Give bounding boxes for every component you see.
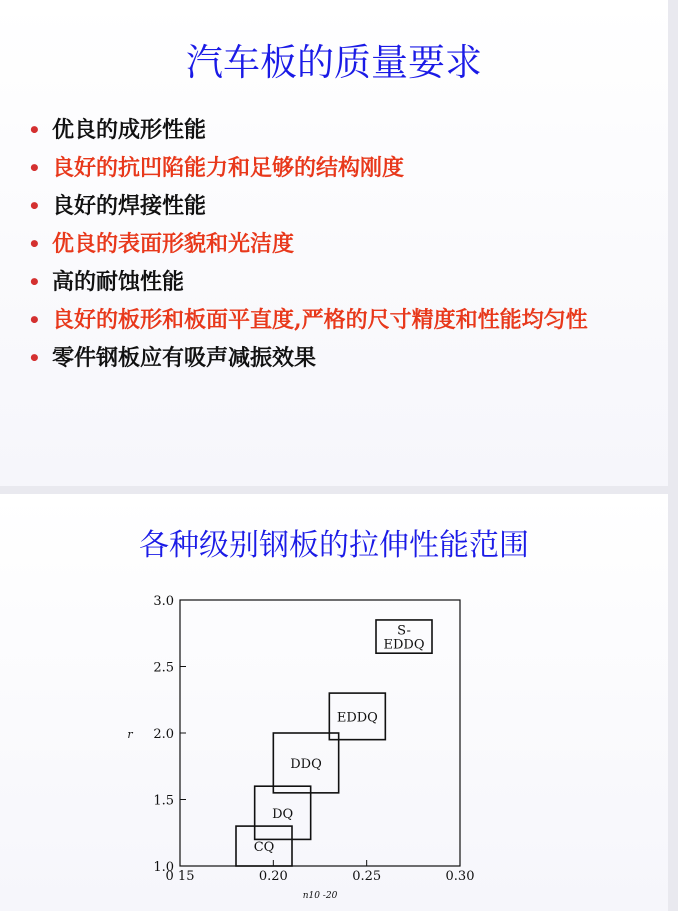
bullet-item xyxy=(28,305,638,335)
y-tick-label: 2.5 xyxy=(153,660,174,676)
bullet-text: 良好的焊接性能 xyxy=(52,193,207,219)
bullet-text: 优良的表面形貌和光洁度 xyxy=(52,231,295,257)
bullet-item xyxy=(28,229,638,259)
slide-tensile-range xyxy=(0,494,668,911)
bullet-text: 高的耐蚀性能 xyxy=(52,269,185,295)
bullet-text: 良好的抗凹陷能力和足够的结构刚度 xyxy=(52,155,405,181)
bullet-text: 零件钢板应有吸声减振效果 xyxy=(52,345,317,371)
bullet-dot-icon: • xyxy=(28,156,41,180)
x-tick-label: 0 15 xyxy=(165,869,195,884)
bullet-item xyxy=(28,153,638,183)
bullet-list xyxy=(28,115,638,381)
x-tick-label: 0.25 xyxy=(352,869,382,884)
bullet-item xyxy=(28,191,638,221)
y-tick-label: 1.0 xyxy=(153,860,174,875)
y-tick-label: 2.0 xyxy=(153,727,174,742)
slide-title: 各种级别钢板的拉伸性能范围 xyxy=(139,528,529,563)
region-label: DDQ xyxy=(290,756,322,772)
bullet-item xyxy=(28,267,638,297)
slide-title: 汽车板的质量要求 xyxy=(186,41,482,84)
y-tick-label: 1.5 xyxy=(153,793,174,809)
bullet-item xyxy=(28,343,638,373)
x-tick-label: 0.20 xyxy=(258,869,288,884)
y-tick-label: 3.0 xyxy=(153,594,174,609)
region-label: CQ xyxy=(253,840,275,856)
region-label: DQ xyxy=(272,806,294,822)
bullet-dot-icon: • xyxy=(28,194,41,218)
x-axis-label: n10 -20 xyxy=(302,891,338,901)
bullet-dot-icon: • xyxy=(28,270,41,294)
y-axis-label: r xyxy=(127,728,133,741)
bullet-text: 良好的板形和板面平直度,严格的尺寸精度和性能均匀性 xyxy=(52,307,588,333)
bullet-dot-icon: • xyxy=(28,118,41,142)
bullet-text: 优良的成形性能 xyxy=(52,117,207,143)
bullet-dot-icon: • xyxy=(28,346,41,370)
bullet-dot-icon: • xyxy=(28,232,41,256)
tensile-chart xyxy=(0,494,678,911)
bullet-item xyxy=(28,115,638,145)
x-tick-label: 0.30 xyxy=(445,869,475,884)
region-label: S-EDDQ xyxy=(383,623,425,653)
region-label: EDDQ xyxy=(336,710,378,726)
bullet-dot-icon: • xyxy=(28,308,41,332)
